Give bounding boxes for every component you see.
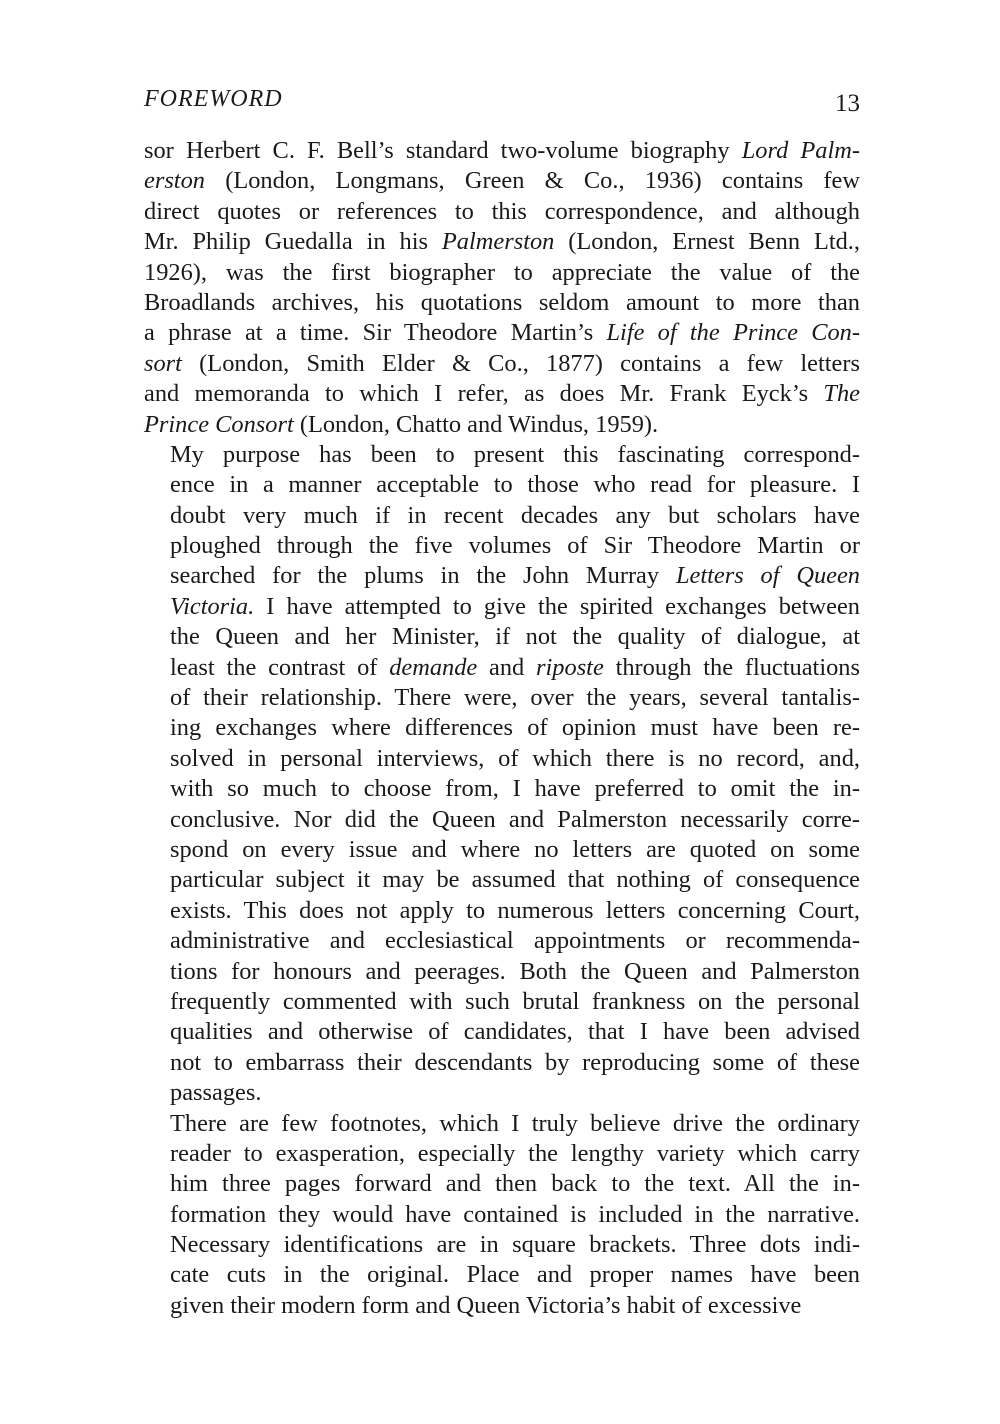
text-line (144, 1200, 860, 1230)
text-run: cate cuts in the original. Place and proper names have been (170, 1261, 860, 1289)
text-line (144, 501, 860, 531)
text-line (144, 288, 860, 318)
text-run: passages. (170, 1079, 262, 1107)
text-line (144, 258, 860, 288)
page-number: 13 (835, 90, 860, 117)
text-line (144, 1260, 860, 1290)
text-line (144, 440, 860, 470)
text-line (144, 1017, 860, 1047)
text-run: of their relationship. There were, over the years, several tantalis- (170, 684, 860, 712)
text-line (144, 805, 860, 835)
italic-text: Victoria. (170, 592, 255, 620)
text-line (144, 349, 860, 379)
text-line (144, 926, 860, 956)
text-run: and memoranda to which I refer, as does Mr. Frank Eyck’s (144, 380, 824, 408)
text-run: doubt very much if in recent decades any but scholars have (170, 501, 860, 529)
text-run: least the contrast of (170, 653, 390, 681)
text-line (144, 622, 860, 652)
text-run: solved in personal interviews, of which there is no record, and, (170, 744, 860, 772)
book-page (144, 86, 860, 1321)
text-line (144, 1048, 860, 1078)
text-line (144, 835, 860, 865)
italic-text: Letters of Queen (675, 562, 861, 590)
text-line (144, 136, 860, 166)
text-run: particular subject it may be assumed that nothing of consequence (170, 866, 860, 894)
italic-text: sort (144, 349, 182, 377)
text-run: a phrase at a time. Sir Theodore Martin’s (144, 319, 607, 347)
text-run: Necessary identifications are in square brackets. Three dots indi- (170, 1231, 860, 1259)
text-line (144, 774, 860, 804)
text-run: through the fluctuations (603, 653, 860, 681)
text-run: the Queen and her Minister, if not the quality of dialogue, at (170, 623, 860, 651)
text-run: sor Herbert C. F. Bell’s standard two-volume biography (144, 137, 742, 164)
text-run: with so much to choose from, I have preferred to omit the in- (170, 775, 860, 803)
text-line (144, 896, 860, 926)
text-run: him three pages forward and then back to the text. All the in- (170, 1170, 860, 1198)
italic-text: erston (144, 167, 205, 195)
text-run: ence in a manner acceptable to those who read for pleasure. I (170, 471, 860, 499)
italic-text: riposte (536, 653, 604, 681)
text-line (144, 1291, 860, 1321)
text-run: tions for honours and peerages. Both the Queen and Palmerston (170, 957, 860, 985)
text-run: ing exchanges where differences of opinion must have been re- (170, 714, 860, 742)
text-line (144, 197, 860, 227)
text-run: (London, Ernest Benn Ltd., (554, 228, 860, 256)
italic-text: The (823, 380, 860, 408)
text-line (144, 561, 860, 591)
text-run: exists. This does not apply to numerous letters concerning Court, (170, 896, 860, 924)
text-line (144, 653, 860, 683)
text-run: given their modern form and Queen Victoria’s habit of excessive (170, 1291, 802, 1319)
italic-text: Lord Palm- (741, 137, 860, 164)
paragraph (144, 440, 860, 1109)
text-run: ploughed through the five volumes of Sir Theodore Martin or (170, 532, 860, 560)
italic-text: Prince Consort (144, 410, 294, 438)
text-line (144, 531, 860, 561)
text-line (144, 987, 860, 1017)
paragraph (144, 136, 860, 440)
text-run: 1926), was the first biographer to appreciate the value of the (144, 258, 860, 286)
text-run: spond on every issue and where no letters are quoted on some (170, 835, 860, 863)
text-line (144, 1078, 860, 1108)
text-run: Mr. Philip Guedalla in his (144, 228, 442, 256)
text-run: not to embarrass their descendants by reproducing some of these (170, 1048, 860, 1076)
running-head (144, 86, 860, 136)
text-line (144, 1139, 860, 1169)
text-line (144, 470, 860, 500)
text-run: (London, Smith Elder & Co., 1877) contains a few letters (181, 349, 860, 377)
text-run: My purpose has been to present this fascinating correspond- (170, 440, 860, 468)
italic-text: demande (389, 653, 478, 681)
text-run: frequently commented with such brutal frankness on the personal (170, 987, 860, 1015)
text-run: administrative and ecclesiastical appointments or recommenda- (170, 927, 860, 955)
text-line (144, 592, 860, 622)
text-run: searched for the plums in the John Murray (170, 562, 676, 590)
text-run: conclusive. Nor did the Queen and Palmerston necessarily corre- (170, 805, 860, 833)
text-run: Broadlands archives, his quotations seldom amount to more than (144, 288, 860, 316)
body-text (144, 136, 860, 1321)
text-run: (London, Longmans, Green & Co., 1936) contains few (204, 167, 860, 195)
italic-text: Palmerston (441, 228, 555, 256)
text-line (144, 744, 860, 774)
text-line (144, 379, 860, 409)
text-line (144, 227, 860, 257)
text-run: and (477, 653, 537, 681)
text-line (144, 865, 860, 895)
text-line (144, 1169, 860, 1199)
text-line (144, 318, 860, 348)
text-run: I have attempted to give the spirited exchanges between (254, 592, 860, 620)
text-run: direct quotes or references to this correspondence, and although (144, 197, 860, 225)
paragraph (144, 1109, 860, 1322)
text-run: formation they would have contained is included in the narrative. (170, 1200, 860, 1228)
text-line (144, 957, 860, 987)
text-line (144, 166, 860, 196)
text-run: (London, Chatto and Windus, 1959). (293, 410, 659, 438)
text-line (144, 713, 860, 743)
italic-text: Life of the Prince Con- (606, 319, 860, 347)
text-line (144, 1230, 860, 1260)
text-run: There are few footnotes, which I truly believe drive the ordinary (170, 1109, 860, 1137)
text-run: reader to exasperation, especially the lengthy variety which carry (170, 1139, 860, 1167)
text-line (144, 410, 860, 440)
section-title: FOREWORD (144, 86, 283, 112)
text-run: qualities and otherwise of candidates, that I have been advised (170, 1018, 860, 1046)
text-line (144, 1109, 860, 1139)
text-line (144, 683, 860, 713)
